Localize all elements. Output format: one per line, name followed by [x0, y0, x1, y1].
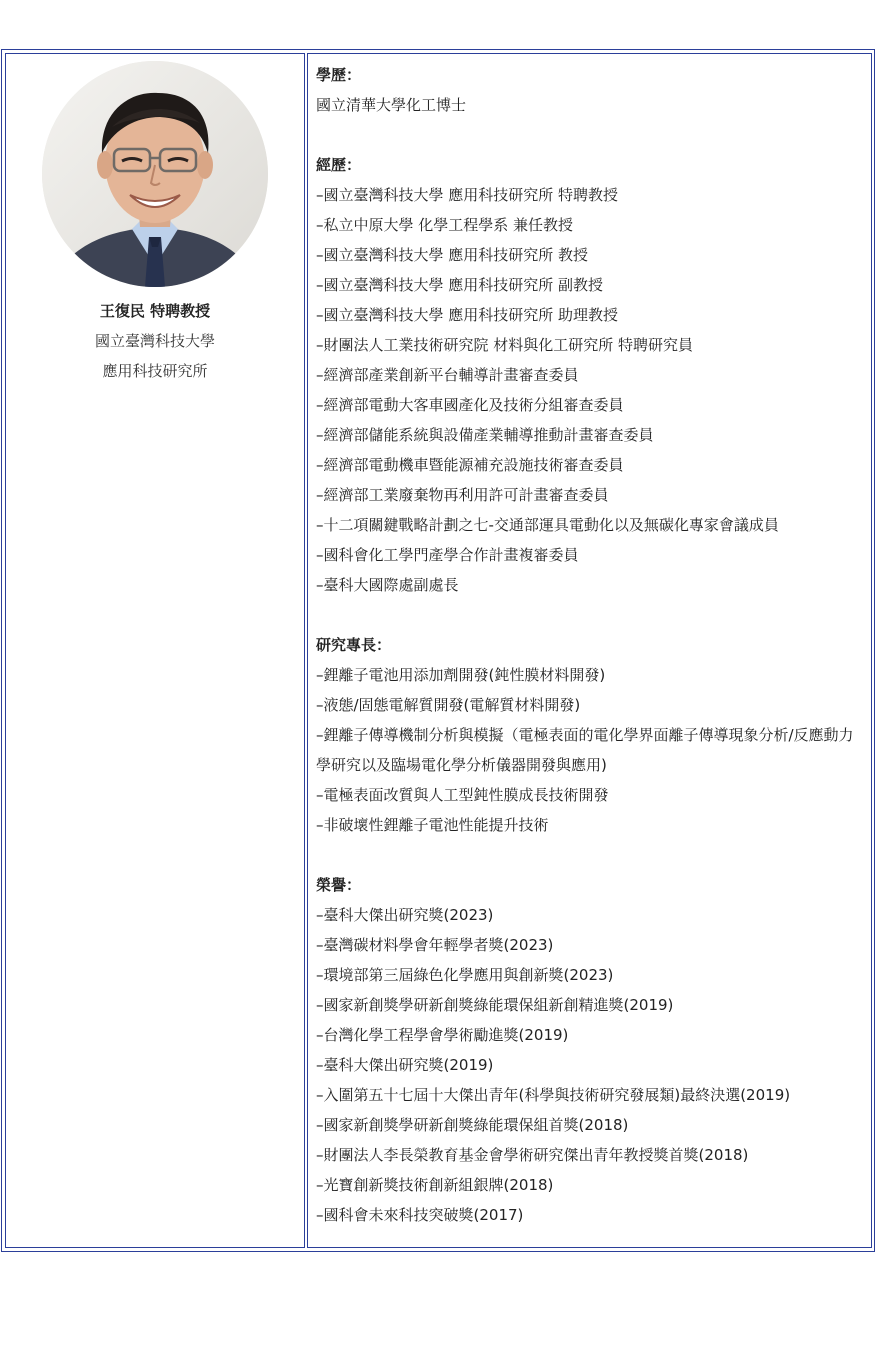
honor-item: –光寶創新獎技術創新組銀牌(2018) [316, 1176, 554, 1194]
profile-table [1, 49, 875, 1252]
honor-item: –台灣化學工程學會學術勵進獎(2019) [316, 1026, 569, 1044]
experience-section [316, 150, 863, 600]
honors-heading: 榮譽： [316, 876, 362, 894]
education-heading: 學歷： [316, 66, 362, 84]
professor-name: 王復民 特聘教授 [99, 302, 211, 320]
affiliation-institute: 應用科技研究所 [102, 362, 208, 380]
experience-item: –國立臺灣科技大學 應用科技研究所 教授 [316, 246, 589, 264]
details-content [316, 60, 863, 1230]
experience-item: –經濟部電動機車暨能源補充設施技術審查委員 [316, 456, 624, 474]
experience-item: –國立臺灣科技大學 應用科技研究所 特聘教授 [316, 186, 619, 204]
experience-item: –臺科大國際處副處長 [316, 576, 459, 594]
honor-item: –國家新創獎學研新創獎綠能環保組首獎(2018) [316, 1116, 629, 1134]
honor-item: –財團法人李長榮教育基金會學術研究傑出青年教授獎首獎(2018) [316, 1146, 749, 1164]
research-item: –鋰離子電池用添加劑開發(鈍性膜材料開發) [316, 666, 606, 684]
honor-item: –環境部第三屆綠色化學應用與創新獎(2023) [316, 966, 614, 984]
honor-item: –臺科大傑出研究獎(2023) [316, 906, 494, 924]
honor-item: –入圍第五十七屆十大傑出青年(科學與技術研究發展類)最終決選(2019) [316, 1086, 791, 1104]
experience-item: –財團法人工業技術研究院 材料與化工研究所 特聘研究員 [316, 336, 694, 354]
education-item: 國立清華大學化工博士 [316, 96, 467, 114]
honor-item: –國家新創獎學研新創獎綠能環保組新創精進獎(2019) [316, 996, 674, 1014]
experience-item: –國科會化工學門產學合作計畫複審委員 [316, 546, 579, 564]
profile-cell [5, 53, 305, 1248]
experience-item: –十二項關鍵戰略計劃之七-交通部運具電動化以及無碳化專家會議成員 [316, 516, 779, 534]
honor-item: –國科會未來科技突破獎(2017) [316, 1206, 524, 1224]
research-item: –鋰離子傳導機制分析與模擬（電極表面的電化學界面離子傳導現象分析/反應動力學研究以及臨場電化學分析儀器開發與應用) [316, 726, 854, 774]
experience-item: –經濟部儲能系統與設備產業輔導推動計畫審查委員 [316, 426, 654, 444]
honors-section [316, 870, 863, 1230]
experience-item: –國立臺灣科技大學 應用科技研究所 助理教授 [316, 306, 619, 324]
research-item: –液態/固態電解質開發(電解質材料開發) [316, 696, 581, 714]
experience-heading: 經歷： [316, 156, 362, 174]
affiliation-university: 國立臺灣科技大學 [94, 332, 215, 350]
honor-item: –臺灣碳材料學會年輕學者獎(2023) [316, 936, 554, 954]
education-section [316, 60, 863, 120]
details-cell [307, 53, 872, 1248]
research-heading: 研究專長： [316, 636, 392, 654]
experience-item: –國立臺灣科技大學 應用科技研究所 副教授 [316, 276, 604, 294]
honor-item: –臺科大傑出研究獎(2019) [316, 1056, 494, 1074]
experience-item: –經濟部產業創新平台輔導計畫審查委員 [316, 366, 579, 384]
experience-item: –經濟部工業廢棄物再利用許可計畫審查委員 [316, 486, 609, 504]
research-item: –非破壞性鋰離子電池性能提升技術 [316, 816, 549, 834]
research-section [316, 630, 863, 840]
avatar [42, 61, 268, 287]
research-item: –電極表面改質與人工型鈍性膜成長技術開發 [316, 786, 609, 804]
experience-item: –私立中原大學 化學工程學系 兼任教授 [316, 216, 574, 234]
portrait-photo [42, 61, 268, 287]
experience-item: –經濟部電動大客車國產化及技術分組審查委員 [316, 396, 624, 414]
